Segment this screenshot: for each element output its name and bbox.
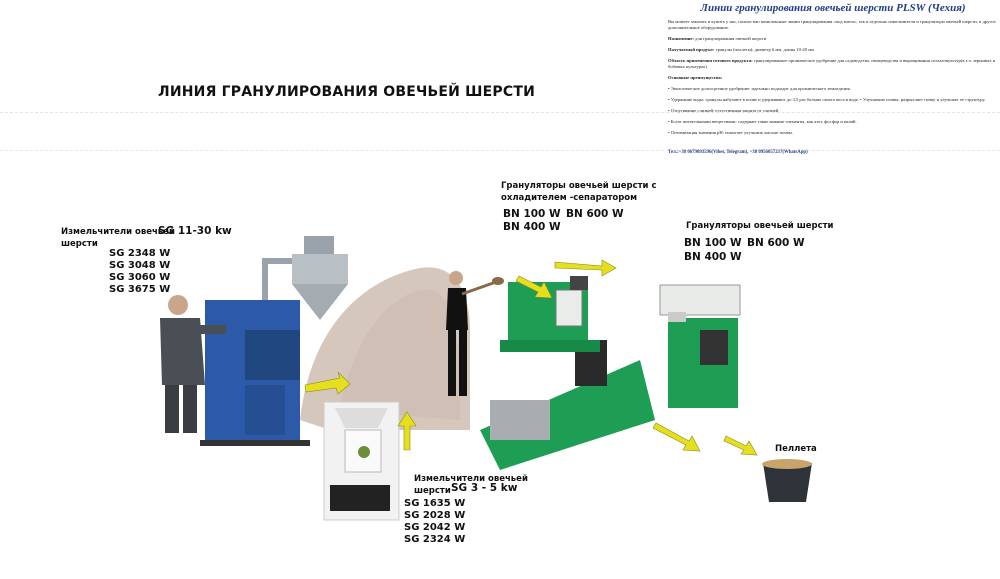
panel-usage bbox=[668, 58, 998, 70]
pellets-label: Пеллета bbox=[775, 444, 817, 454]
granulators-model-a: BN 100 W bbox=[684, 237, 742, 249]
panel-advantages-title bbox=[668, 75, 998, 81]
page-title: ЛИНИЯ ГРАНУЛИРОВАНИЯ ОВЕЧЬЕЙ ШЕРСТИ bbox=[158, 84, 535, 100]
big-shredders-label-line1: Измельчители овечьей bbox=[61, 227, 175, 237]
usage-key: Область применения готового продукта: bbox=[668, 58, 753, 63]
pellet-container bbox=[762, 459, 812, 502]
big-shredders-models bbox=[109, 248, 170, 296]
small-shredders-label-line2: шерсти bbox=[414, 486, 451, 496]
purpose-key: Назначение: bbox=[668, 36, 694, 41]
panel-title: Линии гранулирования овечьей шерсти PLSW (Чехия) bbox=[700, 2, 966, 14]
panel-product bbox=[668, 47, 998, 53]
big-shredder-model: SG 3060 W bbox=[109, 272, 171, 283]
contact-phones: Тел.:+38 0679093596(Viber, Telegram), +38 0956057237(WhatsApp) bbox=[668, 150, 808, 155]
big-shredder-model: SG 3675 W bbox=[109, 284, 171, 295]
big-shredder-model: SG 3048 W bbox=[109, 260, 171, 271]
panel-intro: Вы можете заказать и купить у нас, полностью комплексные линии гранулирования «под ключ», так и отдельно измельчители и грануляторы овечьей шерсти, и другое дополнительное оборудование. bbox=[668, 19, 996, 30]
granulators-model-c: BN 400 W bbox=[684, 251, 742, 263]
big-shredder-machine bbox=[200, 300, 310, 446]
advantage-item: • Удержание воды: гранулы набухают в почве и удерживают до 3,5 раз больше своего веса в воде. • Улучшение почвы: разрыхляет почву и улучшает ее структуру. bbox=[668, 97, 986, 102]
advantages-key: Основные преимущества: bbox=[668, 75, 723, 80]
small-shredders-models bbox=[404, 498, 465, 546]
purpose-value: для гранулирования овечьей шерсти bbox=[693, 36, 767, 41]
worker-with-shovel bbox=[446, 271, 504, 396]
big-shredders-power: SG 11-30 kw bbox=[158, 225, 232, 237]
granulators-cooler-label-line1: Грануляторы овечьей шерсти с bbox=[501, 181, 657, 191]
granulators-cooler-model-b: BN 600 W bbox=[566, 208, 624, 220]
small-shredder-model: SG 1635 W bbox=[404, 498, 466, 509]
info-panel bbox=[668, 0, 998, 161]
product-key: Получаемый продукт: bbox=[668, 47, 715, 52]
big-shredders-label-line2: шерсти bbox=[61, 239, 98, 249]
granulators-model-b: BN 600 W bbox=[747, 237, 805, 249]
small-shredder-model: SG 2324 W bbox=[404, 534, 466, 545]
advantage-item: • Экологическое долгосрочное удобрение: идеально подходит для органического земледелия. bbox=[668, 86, 851, 91]
usage-value: гранулированное органическое удобрение для садоводства, овощеводства и выращивания сельхозкультур(в т.ч. зерновых и бобовых культурах) bbox=[668, 58, 996, 69]
small-shredder-model: SG 2042 W bbox=[404, 522, 466, 533]
big-shredder-model: SG 2348 W bbox=[109, 248, 171, 259]
panel-purpose bbox=[668, 36, 998, 42]
small-shredder-model: SG 2028 W bbox=[404, 510, 466, 521]
product-value: гранулы (пеллеты); диаметр 6 мм, длина 10-20 мм bbox=[714, 47, 814, 52]
granulators-cooler-label-line2: охладителем -сепаратором bbox=[501, 193, 638, 203]
small-shredders-label-line1: Измельчители овечьей bbox=[414, 474, 528, 484]
granulators-cooler-model-a: BN 100 W bbox=[503, 208, 561, 220]
advantage-item: • Отпугивание слизней: естественная защита от слизней. bbox=[668, 108, 780, 113]
advantage-item: • Богат питательными веществами: содержит такие важные элементы, как азот, фосфор и калий. bbox=[668, 119, 857, 124]
small-shredder-machine bbox=[324, 402, 399, 520]
granulators-label: Грануляторы овечьей шерсти bbox=[686, 221, 834, 231]
granulator-machine bbox=[660, 285, 740, 408]
granulators-cooler-model-c: BN 400 W bbox=[503, 221, 561, 233]
small-shredders-power: SG 3 - 5 kw bbox=[451, 482, 518, 494]
advantage-item: • Оптимизация значения pH: помогает улучшить кислые почвы. bbox=[668, 130, 793, 135]
granulators-cooler-label bbox=[501, 180, 657, 204]
granulator-cooler-machine bbox=[480, 276, 655, 470]
